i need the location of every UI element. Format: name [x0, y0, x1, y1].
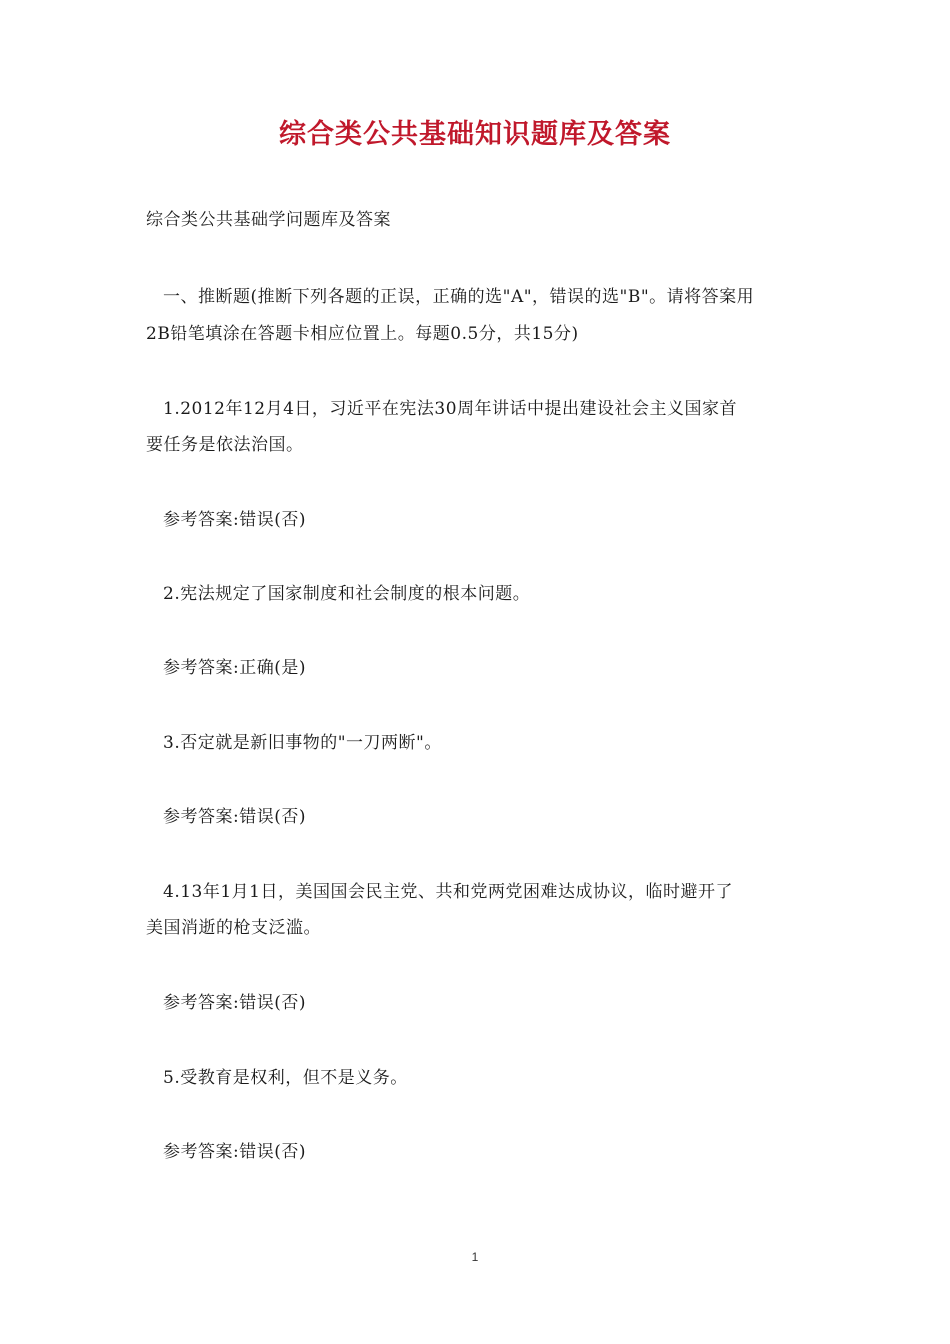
question-2-answer: 参考答案:正确(是) — [163, 658, 306, 678]
section-heading-line-2: 2B铅笔填涂在答题卡相应位置上。每题0.5分，共15分) — [146, 324, 579, 344]
section-heading-line-1: 一、推断题(推断下列各题的正误，正确的选"A"，错误的选"B"。请将答案用 — [163, 287, 755, 307]
question-1-line-2: 要任务是依法治国。 — [146, 435, 304, 455]
question-4-line-1: 4.13年1月1日，美国国会民主党、共和党两党困难达成协议，临时避开了 — [163, 882, 733, 902]
question-2-line-1: 2.宪法规定了国家制度和社会制度的根本问题。 — [163, 584, 531, 604]
question-3-answer: 参考答案:错误(否) — [163, 807, 306, 827]
question-4-answer: 参考答案:错误(否) — [163, 993, 306, 1013]
question-5-answer: 参考答案:错误(否) — [163, 1142, 306, 1162]
question-1-line-1: 1.2012年12月4日，习近平在宪法30周年讲话中提出建设社会主义国家首 — [163, 399, 738, 419]
page-number: 1 — [471, 1250, 479, 1264]
document-subtitle: 综合类公共基础学问题库及答案 — [146, 210, 391, 230]
question-5-line-1: 5.受教育是权利，但不是义务。 — [163, 1068, 408, 1088]
question-1-answer: 参考答案:错误(否) — [163, 510, 306, 530]
question-3-line-1: 3.否定就是新旧事物的"一刀两断"。 — [163, 733, 442, 753]
document-title: 综合类公共基础知识题库及答案 — [279, 119, 671, 150]
question-4-line-2: 美国消逝的枪支泛滥。 — [146, 918, 321, 938]
